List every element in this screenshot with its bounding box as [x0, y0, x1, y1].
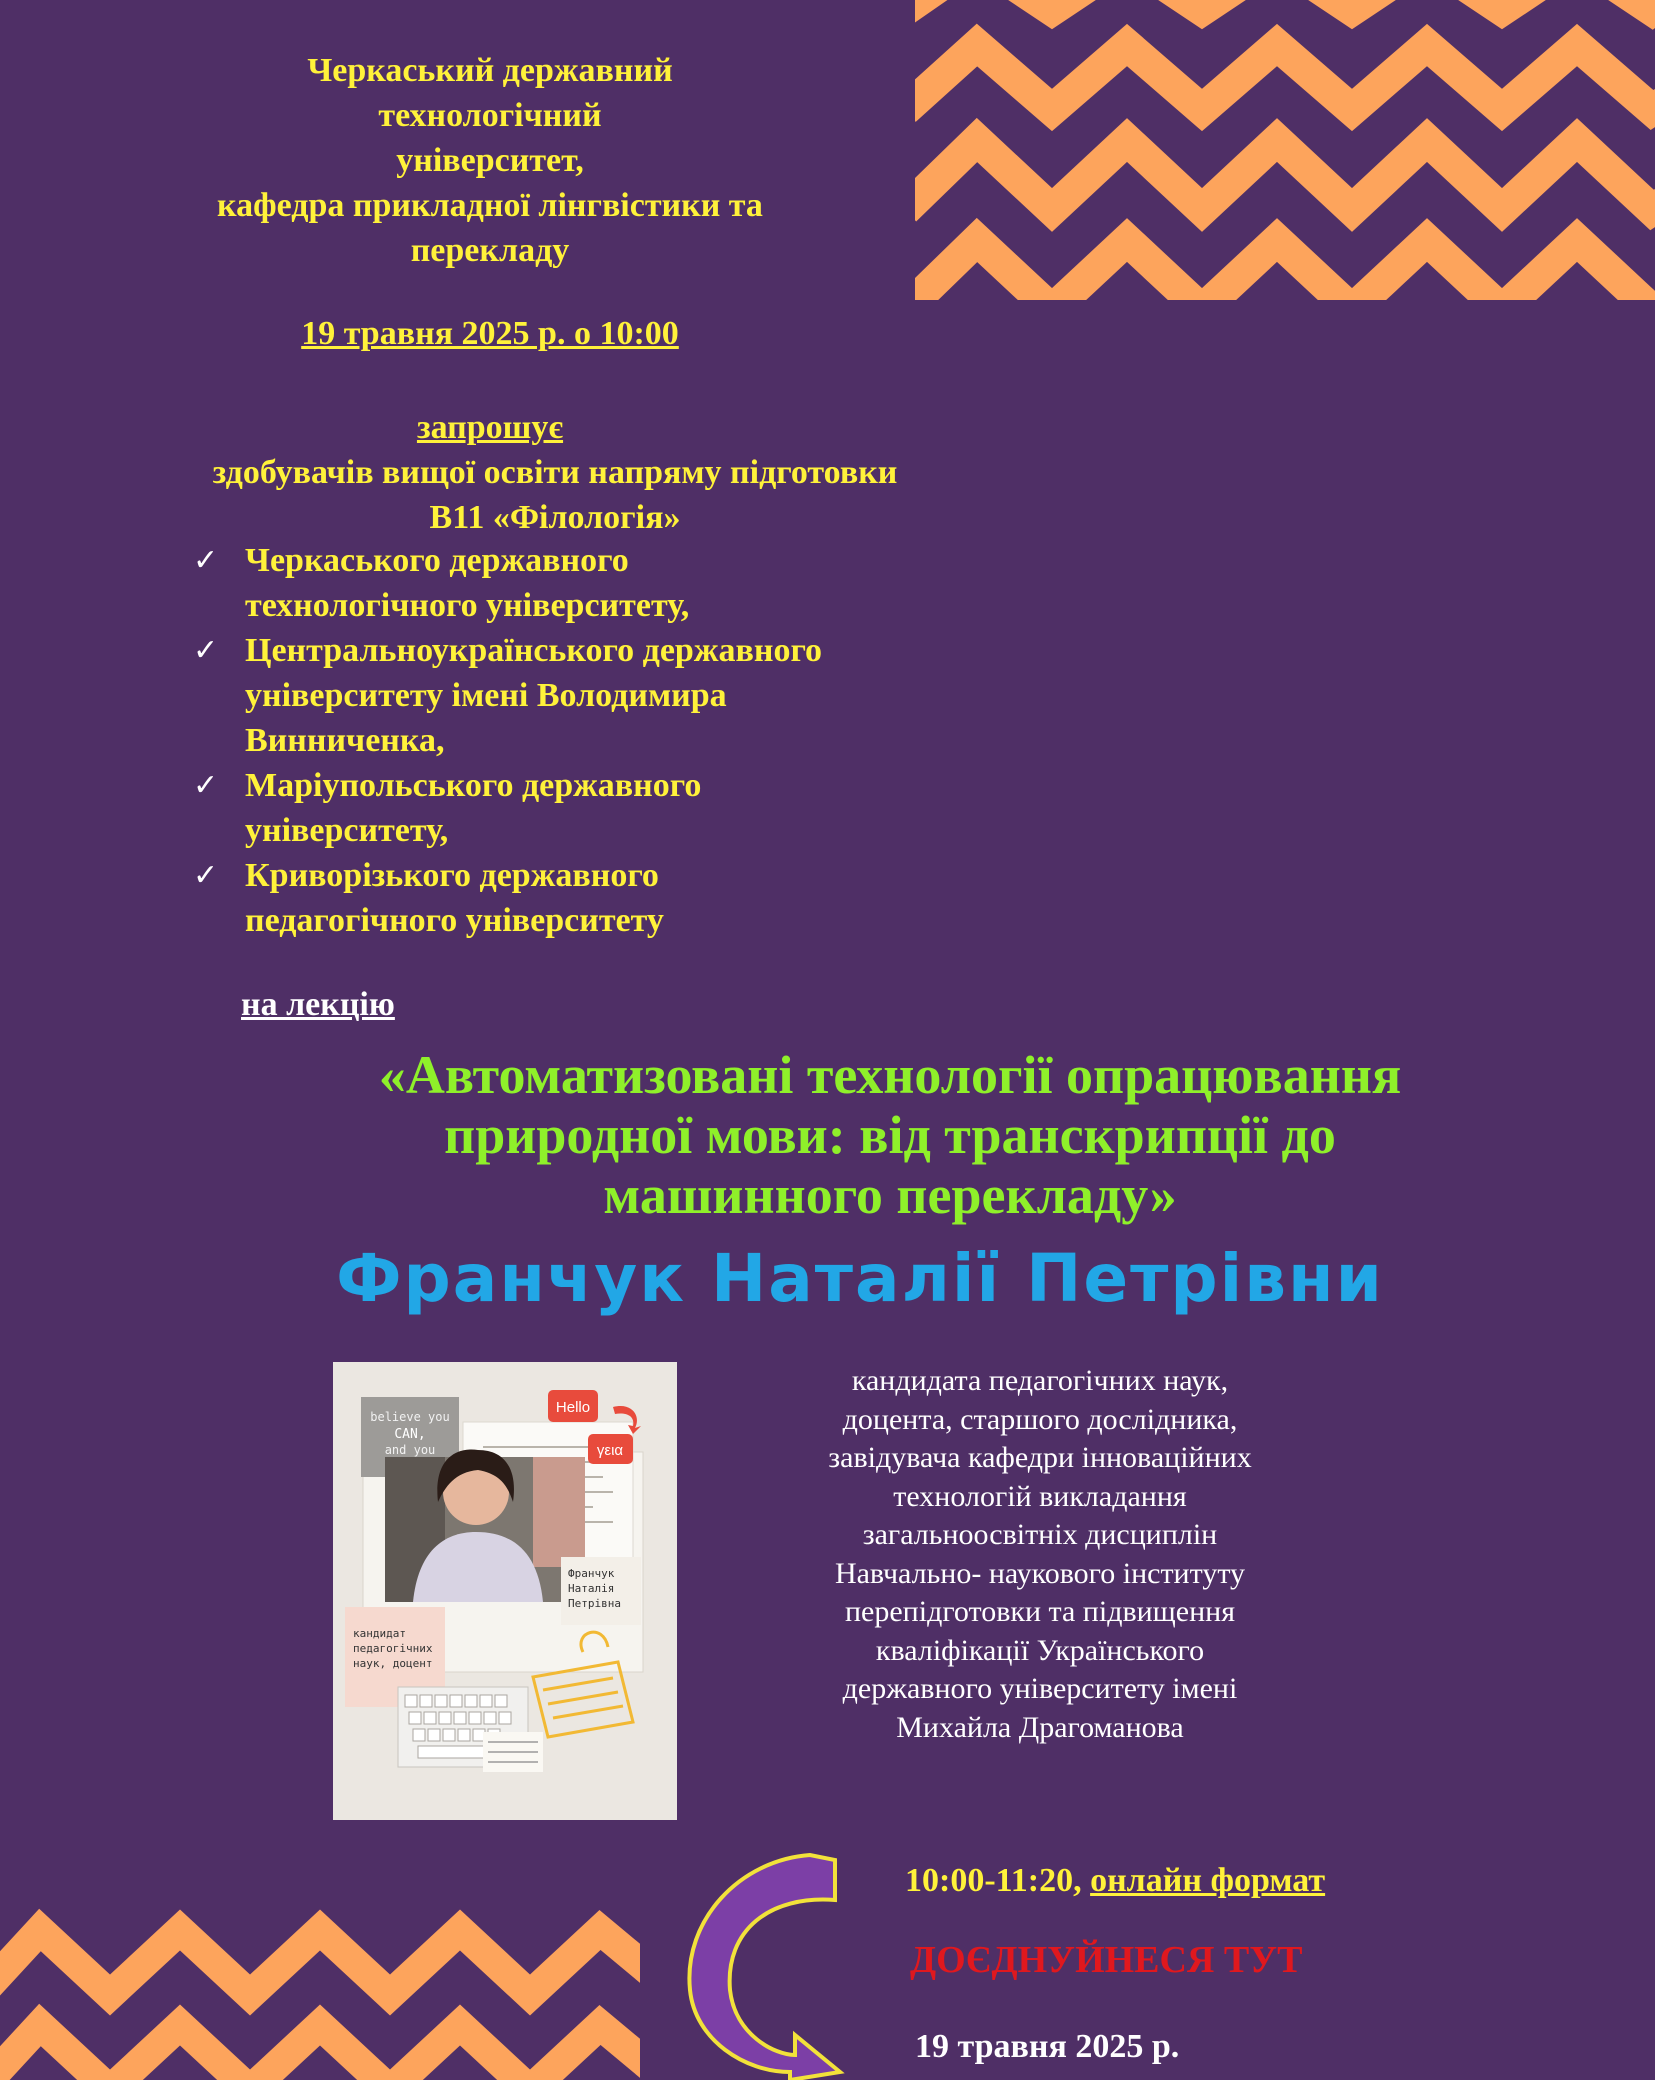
invite-verb: запрошує: [416, 409, 564, 446]
event-date-time: 19 травня 2025 р. о 10:00: [301, 315, 679, 352]
speaker-name: Франчук Наталії Петрівни: [336, 1240, 1384, 1317]
list-item-line: педагогічного університету: [245, 902, 664, 939]
list-item-line: Криворізького державного: [245, 857, 659, 894]
credentials-line: Михайла Драгоманова: [896, 1710, 1184, 1744]
photo-name-note: Наталія: [568, 1582, 615, 1595]
audience-line: здобувачів вищої освіти напряму підготовки: [212, 454, 898, 491]
audience-line: В11 «Філологія»: [429, 499, 681, 536]
credentials-line: державного університету імені: [842, 1672, 1238, 1705]
photo-note-believe: CAN,: [394, 1427, 426, 1442]
checkmark-icon: ✓: [193, 543, 219, 578]
credentials-line: загальноосвітніх дисциплін: [862, 1518, 1218, 1551]
event-date: 19 травня 2025 р.: [915, 2028, 1180, 2065]
chevron-pattern-bottom-left: [0, 1900, 640, 2080]
organizer-line: перекладу: [410, 232, 570, 269]
lecture-title: [200, 1045, 1580, 1225]
organizer-line: кафедра прикладної лінгвістики та: [217, 187, 763, 224]
list-item: [190, 853, 970, 943]
list-item: [190, 628, 970, 763]
checkmark-icon: ✓: [193, 633, 219, 668]
checkmark-icon: ✓: [193, 768, 219, 803]
chevron-pattern-top-right: [915, 0, 1655, 300]
list-item-line: Винниченка,: [245, 722, 445, 759]
credentials-line: кваліфікації Українського: [875, 1633, 1205, 1667]
organizer-line: Черкаський державний: [307, 52, 673, 89]
lecture-title-line: машинного перекладу»: [603, 1165, 1177, 1225]
list-item: [190, 538, 970, 628]
photo-name-note: Петрівна: [568, 1597, 621, 1610]
photo-title-note: педагогічних: [353, 1642, 433, 1655]
photo-yeia-bubble: γεια: [596, 1442, 624, 1459]
organizer-line: технологічний: [378, 97, 602, 134]
checkmark-icon: ✓: [193, 858, 219, 893]
credentials-line: завідувача кафедри інноваційних: [828, 1441, 1252, 1474]
speaker-photo: [333, 1362, 677, 1820]
list-item-line: Центральноукраїнського державного: [245, 632, 823, 669]
lecture-label: на лекцію: [241, 986, 395, 1023]
organizer-line: університет,: [396, 142, 584, 179]
join-link[interactable]: ДОЄДНУЙНЕСЯ ТУТ: [910, 1939, 1303, 1981]
list-item-line: Черкаського державного: [245, 542, 629, 579]
lecture-title-line: природної мови: від транскрипції до: [444, 1105, 1336, 1165]
credentials-line: технологій викладання: [893, 1479, 1187, 1513]
credentials-line: Навчально- наукового інституту: [834, 1556, 1246, 1590]
list-item-line: університету імені Володимира: [245, 677, 727, 714]
event-time: 10:00-11:20,: [905, 1862, 1082, 1899]
lecture-title-line: «Автоматизовані технології опрацювання: [378, 1045, 1402, 1105]
online-format-link[interactable]: онлайн формат: [1090, 1862, 1326, 1899]
speaker-credentials: [780, 1362, 1300, 1747]
list-item: [190, 763, 970, 853]
event-time-format: [905, 1862, 1325, 1900]
audience-description: [100, 450, 1010, 540]
photo-name-note: Франчук: [568, 1567, 615, 1580]
list-item-line: університету,: [245, 812, 449, 849]
university-list: [190, 538, 970, 943]
photo-hello-bubble: Hello: [555, 1399, 591, 1416]
list-item-line: Маріупольського державного: [245, 767, 702, 804]
photo-note-believe: and you: [384, 1443, 436, 1457]
photo-title-note: наук, доцент: [353, 1657, 433, 1670]
organizer-header: [120, 48, 860, 273]
list-item-line: технологічного університету,: [245, 587, 690, 624]
photo-note-believe: believe you: [370, 1410, 450, 1424]
credentials-line: кандидата педагогічних наук,: [851, 1364, 1229, 1397]
photo-title-note: кандидат: [353, 1627, 406, 1640]
credentials-line: перепідготовки та підвищення: [845, 1595, 1235, 1628]
credentials-line: доцента, старшого дослідника,: [842, 1402, 1238, 1436]
curved-arrow-icon: [650, 1840, 850, 2080]
